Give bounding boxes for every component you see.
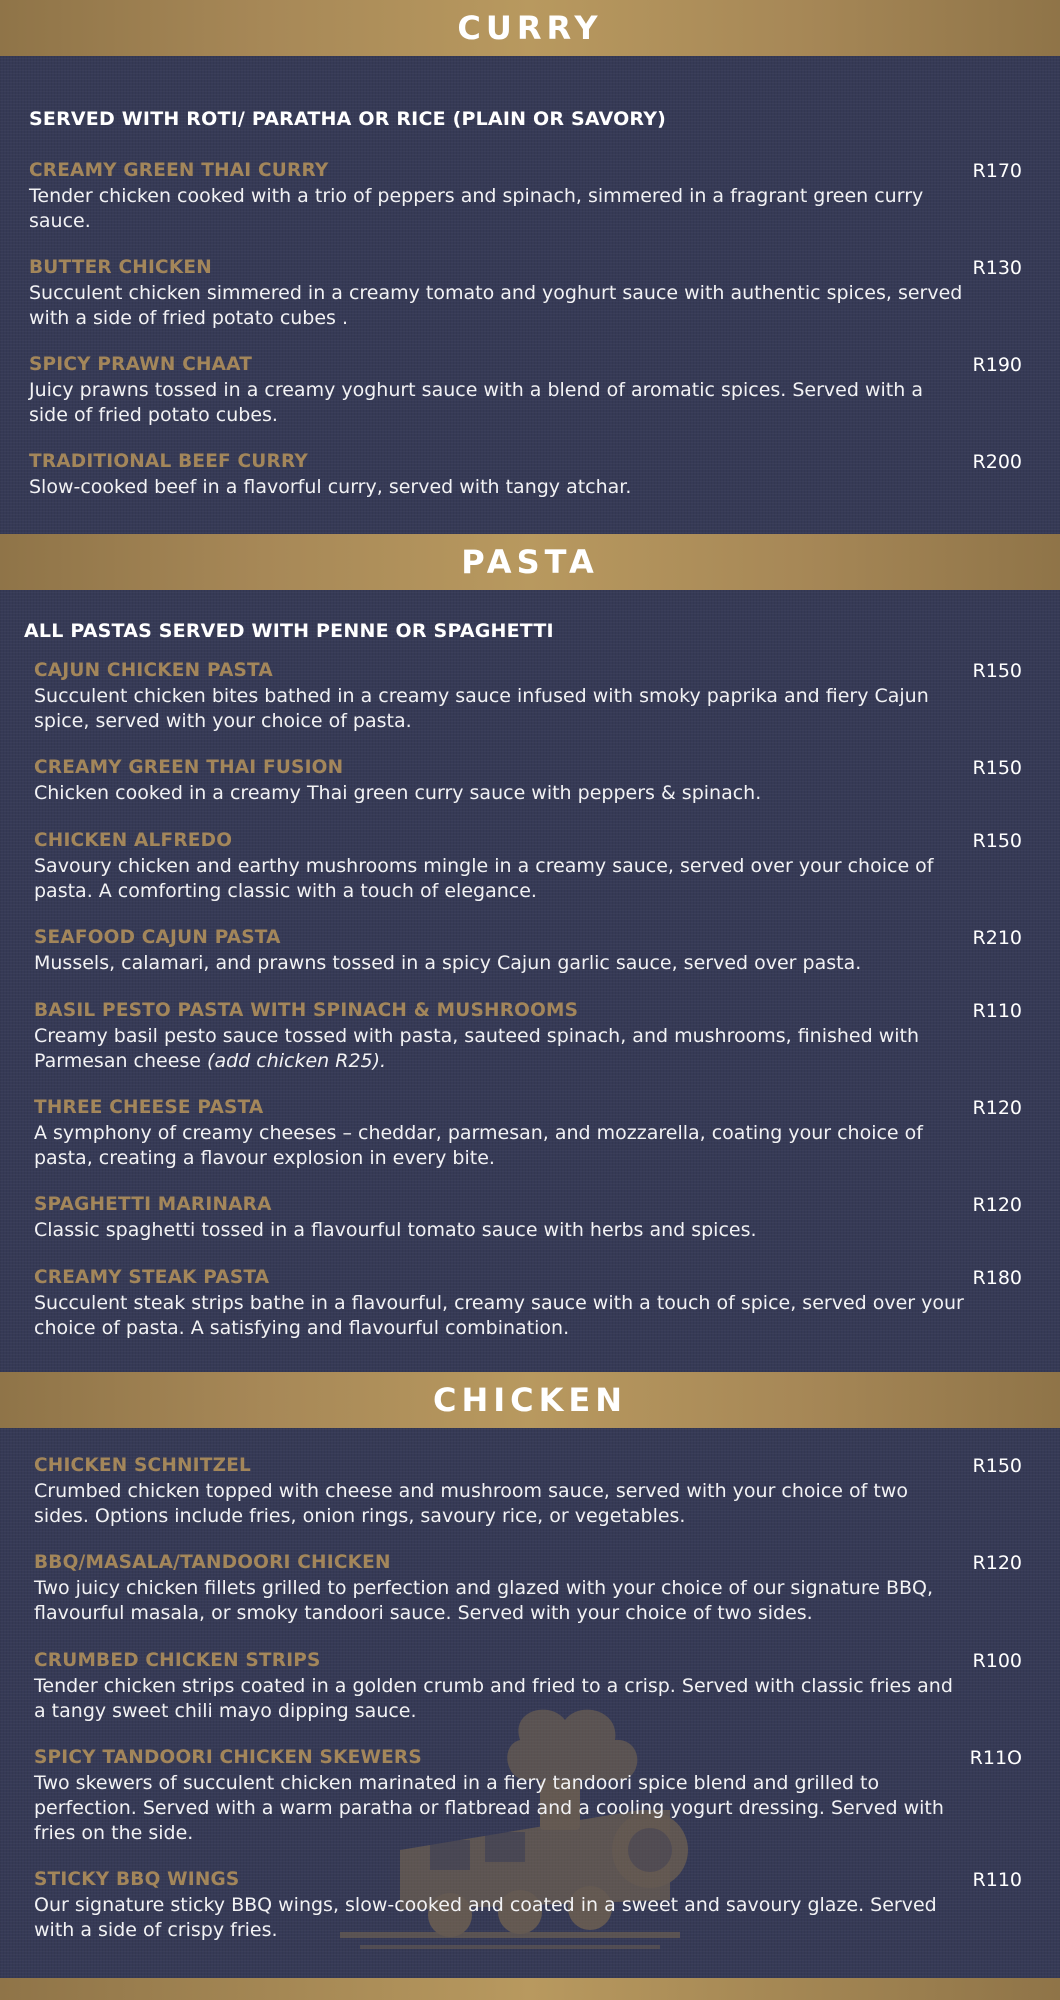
item-description: Tender chicken cooked with a trio of peppers and spinach, simmered in a fragrant green curry sauce. (29, 185, 924, 232)
item-description: Mussels, calamari, and prawns tossed in a spicy Cajun garlic sauce, served over pasta. (34, 952, 862, 974)
item-price: R210 (972, 927, 1022, 949)
item-description: Succulent chicken simmered in a creamy tomato and yoghurt sauce with authentic spices, served with a side of fried potato cubes . (29, 282, 963, 329)
chicken-item-list (0, 1453, 1060, 1529)
menu-item (34, 1550, 1060, 1626)
item-price: R110 (972, 1869, 1022, 1891)
item-name: CREAMY STEAK PASTA (34, 1267, 270, 1288)
menu-item (34, 828, 1060, 904)
item-name: BUTTER CHICKEN (29, 257, 212, 278)
item-price: R120 (972, 1194, 1022, 1216)
menu-item (34, 1453, 1060, 1529)
menu-item (29, 352, 1060, 428)
item-price: R190 (972, 354, 1022, 376)
item-description: Savoury chicken and earthy mushrooms mingle in a creamy sauce, served over your choice of pasta. A comforting classic with a touch of elegance. (34, 855, 934, 902)
curry-title: CURRY (457, 9, 603, 47)
chicken-item-list (0, 1745, 1060, 1846)
chicken-banner (0, 1372, 1060, 1428)
item-name: SPICY PRAWN CHAAT (29, 354, 253, 375)
menu-item (29, 255, 1060, 331)
item-name: CAJUN CHICKEN PASTA (34, 660, 273, 681)
pasta-item-list (0, 1192, 1060, 1243)
item-description: Classic spaghetti tossed in a flavourful tomato sauce with herbs and spices. (34, 1219, 757, 1241)
item-description (34, 1024, 965, 1074)
pasta-item-list (0, 998, 1060, 1074)
item-price: R150 (972, 830, 1022, 852)
chicken-item-list (0, 1550, 1060, 1626)
menu-item (34, 755, 1060, 806)
curry-banner (0, 0, 1060, 56)
item-price: R11O (969, 1747, 1022, 1769)
item-description: Two juicy chicken fillets grilled to perfection and glazed with your choice of our signature BBQ, flavourful masala, or smoky tandoori sauce. Served with your choice of two sides. (34, 1577, 934, 1624)
pasta-section (0, 620, 1060, 642)
item-price: R150 (972, 757, 1022, 779)
bottom-banner (0, 1978, 1060, 2000)
item-name: BASIL PESTO PASTA WITH SPINACH & MUSHROOMS (34, 1000, 579, 1021)
item-description: A symphony of creamy cheeses – cheddar, parmesan, and mozzarella, coating your choice of pasta, creating a flavour explosion in every bite. (34, 1122, 923, 1169)
menu-item (34, 1095, 1060, 1171)
item-name: CREAMY GREEN THAI CURRY (29, 160, 329, 181)
menu-item (34, 658, 1060, 734)
item-description: Crumbed chicken topped with cheese and mushroom sauce, served with your choice of two sides. Options include fries, onion rings, savoury rice, or vegetables. (34, 1480, 908, 1527)
item-description-text: Creamy basil pesto sauce tossed with pasta, sauteed spinach, and mushrooms, finished with Parmesan cheese (34, 1025, 920, 1072)
pasta-item-list (0, 1265, 1060, 1341)
item-description: Juicy prawns tossed in a creamy yoghurt sauce with a blend of aromatic spices. Served with a side of fried potato cubes. (29, 379, 923, 426)
chicken-title: CHICKEN (432, 1381, 628, 1419)
item-name: CHICKEN ALFREDO (34, 830, 233, 851)
item-name: TRADITIONAL BEEF CURRY (29, 451, 309, 472)
item-price: R150 (972, 660, 1022, 682)
item-price: R170 (972, 160, 1022, 182)
item-price: R200 (972, 451, 1022, 473)
pasta-title: PASTA (461, 543, 599, 581)
item-price: R120 (972, 1097, 1022, 1119)
menu-item (34, 998, 1060, 1074)
menu-item (34, 1745, 1060, 1846)
chicken-item-list (0, 1867, 1060, 1943)
item-price: R150 (972, 1455, 1022, 1477)
item-name: SPICY TANDOORI CHICKEN SKEWERS (34, 1747, 422, 1768)
item-description: Two skewers of succulent chicken marinated in a fiery tandoori spice blend and grilled to perfection. Served with a warm paratha or flatbread and a cooling yogurt dressing. Served with fries on the side. (34, 1772, 944, 1844)
curry-section (0, 108, 1060, 130)
pasta-item-list (0, 1095, 1060, 1171)
item-description-note: (add chicken R25). (207, 1050, 387, 1072)
curry-item-list (0, 158, 1060, 234)
item-name: BBQ/MASALA/TANDOORI CHICKEN (34, 1552, 391, 1573)
pasta-item-list (0, 755, 1060, 806)
item-description: Slow-cooked beef in a flavorful curry, served with tangy atchar. (29, 476, 632, 498)
item-description: Chicken cooked in a creamy Thai green curry sauce with peppers & spinach. (34, 782, 762, 804)
item-price: R180 (972, 1267, 1022, 1289)
chicken-item-list (0, 1648, 1060, 1724)
menu-item (34, 1648, 1060, 1724)
menu-item (34, 925, 1060, 976)
menu-item (34, 1192, 1060, 1243)
pasta-banner (0, 534, 1060, 590)
item-price: R100 (972, 1650, 1022, 1672)
pasta-note: ALL PASTAS SERVED WITH PENNE OR SPAGHETTI (24, 620, 554, 642)
item-description: Our signature sticky BBQ wings, slow-cooked and coated in a sweet and savoury glaze. Served with a side of crispy fries. (34, 1894, 937, 1941)
item-price: R130 (972, 257, 1022, 279)
item-price: R120 (972, 1552, 1022, 1574)
item-name: SEAFOOD CAJUN PASTA (34, 927, 281, 948)
item-name: SPAGHETTI MARINARA (34, 1194, 272, 1215)
item-price: R110 (972, 1000, 1022, 1022)
menu-item (29, 449, 1060, 500)
curry-item-list (0, 255, 1060, 331)
curry-item-list (0, 449, 1060, 500)
menu-item (34, 1265, 1060, 1341)
item-description: Tender chicken strips coated in a golden crumb and fried to a crisp. Served with classic fries and a tangy sweet chili mayo dipping sauce. (34, 1675, 953, 1722)
curry-item-list (0, 352, 1060, 428)
pasta-item-list (0, 828, 1060, 904)
menu-item (34, 1867, 1060, 1943)
item-name: CREAMY GREEN THAI FUSION (34, 757, 344, 778)
item-name: CHICKEN SCHNITZEL (34, 1455, 252, 1476)
pasta-item-list (0, 658, 1060, 734)
pasta-item-list (0, 925, 1060, 976)
item-description: Succulent chicken bites bathed in a creamy sauce infused with smoky paprika and fiery Cajun spice, served with your choice of pasta. (34, 685, 929, 732)
menu-item (29, 158, 1060, 234)
item-name: THREE CHEESE PASTA (34, 1097, 264, 1118)
item-name: STICKY BBQ WINGS (34, 1869, 240, 1890)
item-description: Succulent steak strips bathe in a flavourful, creamy sauce with a touch of spice, served over your choice of pasta. A satisfying and flavourful combination. (34, 1292, 964, 1339)
item-name: CRUMBED CHICKEN STRIPS (34, 1650, 321, 1671)
curry-note: SERVED WITH ROTI/ PARATHA OR RICE (PLAIN OR SAVORY) (29, 108, 667, 130)
